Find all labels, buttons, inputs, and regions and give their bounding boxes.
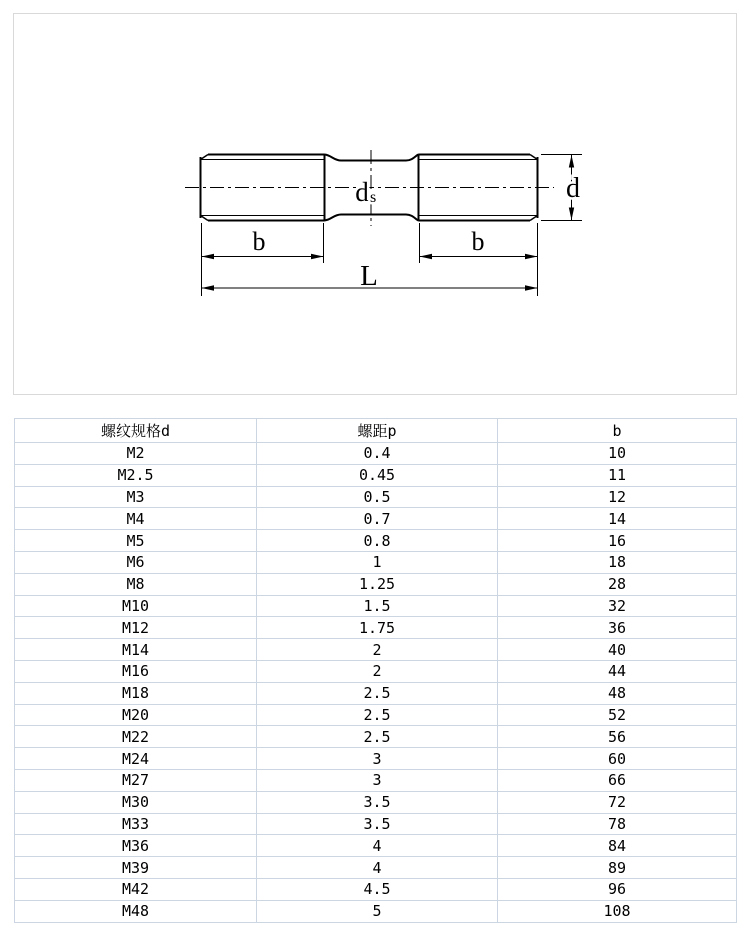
spec-cell: M2 xyxy=(15,443,257,465)
spec-cell: 96 xyxy=(498,878,737,900)
spec-cell: M30 xyxy=(15,791,257,813)
spec-cell: M8 xyxy=(15,573,257,595)
spec-cell: 60 xyxy=(498,748,737,770)
header-thread-spec: 螺纹规格d xyxy=(15,419,257,443)
spec-cell: 52 xyxy=(498,704,737,726)
spec-cell: 56 xyxy=(498,726,737,748)
spec-cell: 4 xyxy=(257,857,498,879)
header-b: b xyxy=(498,419,737,443)
table-row xyxy=(15,530,737,552)
spec-cell: 0.8 xyxy=(257,530,498,552)
table-row xyxy=(15,443,737,465)
spec-cell: 32 xyxy=(498,595,737,617)
spec-cell: 2.5 xyxy=(257,726,498,748)
spec-cell: 11 xyxy=(498,464,737,486)
spec-cell: M27 xyxy=(15,769,257,791)
spec-cell: 0.4 xyxy=(257,443,498,465)
spec-cell: 2.5 xyxy=(257,682,498,704)
table-row xyxy=(15,617,737,639)
spec-cell: M5 xyxy=(15,530,257,552)
stud-spec-table xyxy=(14,418,737,923)
table-row xyxy=(15,464,737,486)
spec-cell: M20 xyxy=(15,704,257,726)
spec-cell: M36 xyxy=(15,835,257,857)
spec-cell: 2.5 xyxy=(257,704,498,726)
spec-cell: 66 xyxy=(498,769,737,791)
spec-cell: M22 xyxy=(15,726,257,748)
table-row xyxy=(15,813,737,835)
table-row xyxy=(15,748,737,770)
spec-cell: 36 xyxy=(498,617,737,639)
spec-cell: 4.5 xyxy=(257,878,498,900)
L-dimension-label: L xyxy=(360,260,378,292)
table-row xyxy=(15,486,737,508)
spec-cell: 3.5 xyxy=(257,813,498,835)
spec-cell: 18 xyxy=(498,551,737,573)
table-row xyxy=(15,682,737,704)
spec-cell: 0.45 xyxy=(257,464,498,486)
spec-cell: 1.75 xyxy=(257,617,498,639)
stud-technical-drawing xyxy=(14,14,736,394)
spec-cell: 10 xyxy=(498,443,737,465)
spec-cell: 3 xyxy=(257,748,498,770)
table-row xyxy=(15,639,737,661)
table-row xyxy=(15,551,737,573)
spec-cell: 2 xyxy=(257,660,498,682)
ds-label-main: d xyxy=(355,177,369,207)
spec-cell: M16 xyxy=(15,660,257,682)
table-row xyxy=(15,900,737,922)
spec-cell: 3 xyxy=(257,769,498,791)
spec-cell: M42 xyxy=(15,878,257,900)
b-right-label: b xyxy=(471,227,485,256)
spec-cell: 1 xyxy=(257,551,498,573)
table-row xyxy=(15,857,737,879)
spec-cell: M2.5 xyxy=(15,464,257,486)
spec-cell: 3.5 xyxy=(257,791,498,813)
spec-cell: 108 xyxy=(498,900,737,922)
spec-cell: 0.7 xyxy=(257,508,498,530)
spec-cell: M3 xyxy=(15,486,257,508)
spec-cell: 48 xyxy=(498,682,737,704)
table-row xyxy=(15,508,737,530)
spec-cell: 89 xyxy=(498,857,737,879)
table-row xyxy=(15,835,737,857)
spec-cell: M48 xyxy=(15,900,257,922)
spec-cell: M6 xyxy=(15,551,257,573)
spec-table-body xyxy=(15,443,737,923)
spec-cell: 44 xyxy=(498,660,737,682)
spec-cell: M24 xyxy=(15,748,257,770)
spec-cell: 40 xyxy=(498,639,737,661)
spec-cell: 14 xyxy=(498,508,737,530)
spec-cell: M4 xyxy=(15,508,257,530)
table-row xyxy=(15,878,737,900)
ds-label-sub: s xyxy=(370,189,377,206)
spec-cell: M12 xyxy=(15,617,257,639)
table-row xyxy=(15,573,737,595)
d-dimension-label: d xyxy=(566,173,580,204)
b-left-label: b xyxy=(252,227,266,256)
spec-cell: 2 xyxy=(257,639,498,661)
table-row xyxy=(15,704,737,726)
table-row xyxy=(15,769,737,791)
spec-cell: 0.5 xyxy=(257,486,498,508)
spec-cell: 84 xyxy=(498,835,737,857)
spec-cell: 1.5 xyxy=(257,595,498,617)
dimension-L xyxy=(202,260,538,292)
dimension-b-right xyxy=(420,227,538,259)
table-row xyxy=(15,595,737,617)
spec-cell: 1.25 xyxy=(257,573,498,595)
spec-cell: 16 xyxy=(498,530,737,552)
table-row xyxy=(15,660,737,682)
spec-cell: M18 xyxy=(15,682,257,704)
table-row xyxy=(15,791,737,813)
header-row xyxy=(15,419,737,443)
spec-table-header xyxy=(15,419,737,443)
shank-diameter-label xyxy=(355,177,376,207)
spec-cell: M33 xyxy=(15,813,257,835)
spec-cell: 28 xyxy=(498,573,737,595)
spec-cell: 72 xyxy=(498,791,737,813)
spec-cell: 78 xyxy=(498,813,737,835)
spec-cell: 12 xyxy=(498,486,737,508)
spec-cell: 4 xyxy=(257,835,498,857)
table-row xyxy=(15,726,737,748)
stud-drawing-panel xyxy=(13,13,737,395)
header-pitch: 螺距p xyxy=(257,419,498,443)
spec-cell: M10 xyxy=(15,595,257,617)
spec-cell: M39 xyxy=(15,857,257,879)
dimension-b-left xyxy=(202,227,324,259)
spec-cell: 5 xyxy=(257,900,498,922)
spec-cell: M14 xyxy=(15,639,257,661)
